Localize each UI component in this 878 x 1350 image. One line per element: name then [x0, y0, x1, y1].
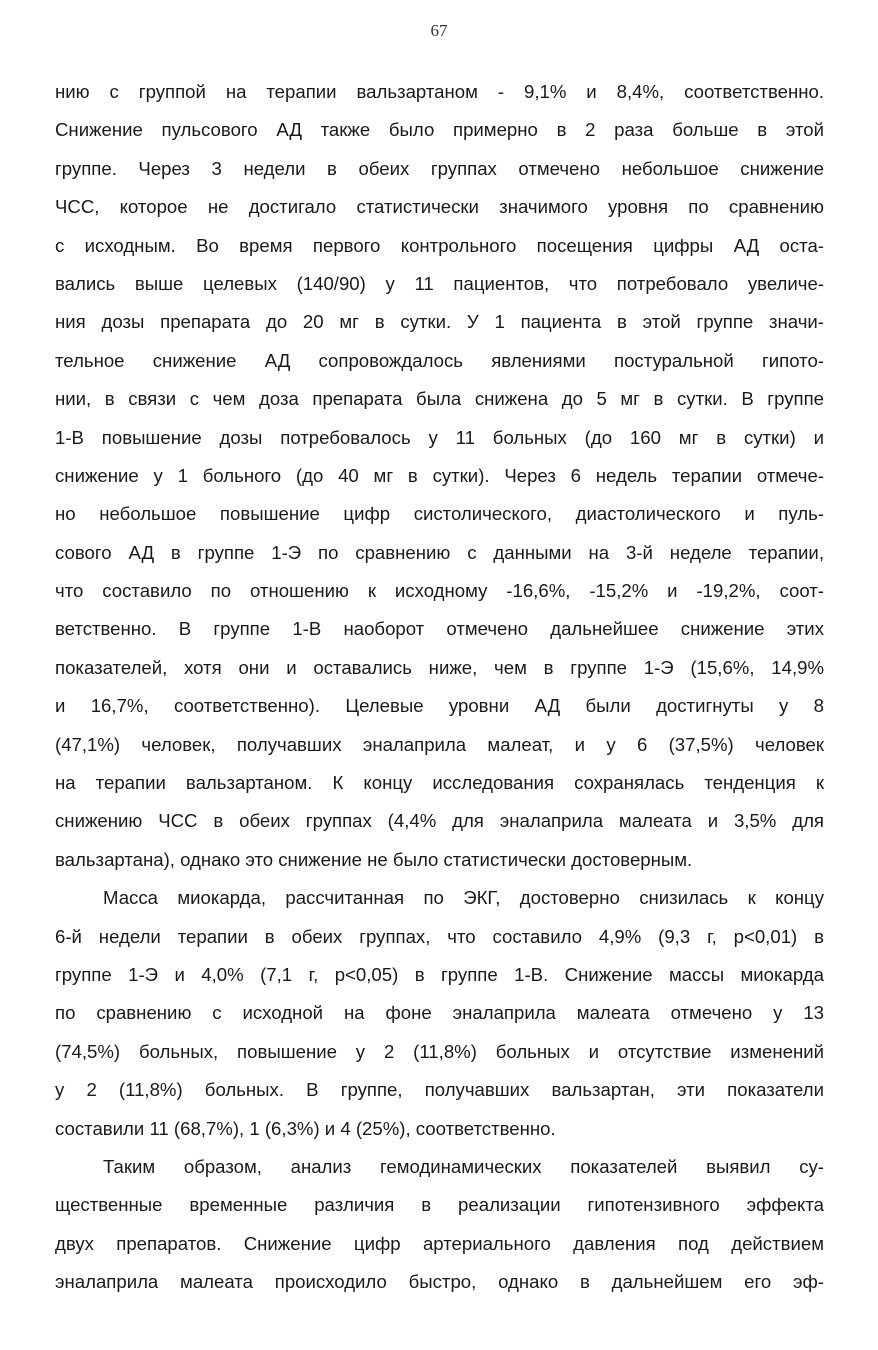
- text-line: по сравнению с исходной на фоне эналаприла малеата отмечено у 13: [55, 1002, 824, 1024]
- text-line: и 16,7%, соответственно). Целевые уровни АД были достигнуты у 8: [55, 695, 824, 717]
- text-line: на терапии вальзартаном. К концу исследования сохранялась тенденция к: [55, 772, 824, 794]
- text-line: двух препаратов. Снижение цифр артериального давления под действием: [55, 1232, 824, 1254]
- text-line: группе. Через 3 недели в обеих группах отмечено небольшое снижение: [55, 157, 824, 179]
- text-line: группе 1-Э и 4,0% (7,1 г, р<0,05) в группе 1-В. Снижение массы миокарда: [55, 963, 824, 985]
- text-line: но небольшое повышение цифр систолического, диастолического и пуль-: [55, 503, 824, 525]
- page-number: 67: [430, 21, 448, 40]
- text-line: снижение у 1 больного (до 40 мг в сутки). Через 6 недель терапии отмече-: [55, 464, 824, 486]
- text-line: 6-й недели терапии в обеих группах, что составило 4,9% (9,3 г, р<0,01) в: [55, 925, 824, 947]
- text-line: (74,5%) больных, повышение у 2 (11,8%) больных и отсутствие изменений: [55, 1040, 824, 1062]
- paragraph: [55, 73, 824, 879]
- text-line: составили 11 (68,7%), 1 (6,3%) и 4 (25%), соответственно.: [55, 1117, 556, 1139]
- text-line: ветственно. В группе 1-В наоборот отмечено дальнейшее снижение этих: [55, 618, 824, 640]
- text-line: нию с группой на терапии вальзартаном - 9,1% и 8,4%, соответственно.: [55, 81, 824, 102]
- document-body: [55, 73, 824, 1302]
- text-line: вальзартана), однако это снижение не было статистически достоверным.: [55, 848, 693, 870]
- text-line: Снижение пульсового АД также было примерно в 2 раза больше в этой: [55, 119, 824, 141]
- text-line: ния дозы препарата до 20 мг в сутки. У 1 пациента в этой группе значи-: [55, 311, 824, 333]
- text-line: снижению ЧСС в обеих группах (4,4% для эналаприла малеата и 3,5% для: [55, 810, 824, 832]
- text-line: что составило по отношению к исходному -16,6%, -15,2% и -19,2%, соот-: [55, 580, 824, 602]
- text-line: Масса миокарда, рассчитанная по ЭКГ, достоверно снизилась к концу: [103, 887, 824, 909]
- text-line: вались выше целевых (140/90) у 11 пациентов, что потребовало увеличе-: [55, 272, 824, 294]
- text-line: сового АД в группе 1-Э по сравнению с данными на 3-й неделе терапии,: [55, 541, 824, 563]
- text-line: ЧСС, которое не достигало статистически значимого уровня по сравнению: [55, 196, 824, 218]
- text-line: щественные временные различия в реализации гипотензивного эффекта: [55, 1194, 824, 1216]
- text-line: у 2 (11,8%) больных. В группе, получавших вальзартан, эти показатели: [55, 1079, 824, 1101]
- text-line: тельное снижение АД сопровождалось явлениями постуральной гипото-: [55, 349, 824, 371]
- paragraph: [55, 879, 824, 1148]
- text-line: с исходным. Во время первого контрольного посещения цифры АД оста-: [55, 234, 824, 256]
- paragraph: [55, 1148, 824, 1302]
- text-line: показателей, хотя они и оставались ниже, чем в группе 1-Э (15,6%, 14,9%: [55, 656, 824, 678]
- text-line: 1-В повышение дозы потребовалось у 11 больных (до 160 мг в сутки) и: [55, 426, 824, 448]
- text-line: (47,1%) человек, получавших эналаприла малеат, и у 6 (37,5%) человек: [55, 733, 824, 755]
- text-line: Таким образом, анализ гемодинамических показателей выявил су-: [103, 1155, 824, 1177]
- text-line: нии, в связи с чем доза препарата была снижена до 5 мг в сутки. В группе: [55, 388, 824, 410]
- text-line: эналаприла малеата происходило быстро, однако в дальнейшем его эф-: [55, 1271, 824, 1293]
